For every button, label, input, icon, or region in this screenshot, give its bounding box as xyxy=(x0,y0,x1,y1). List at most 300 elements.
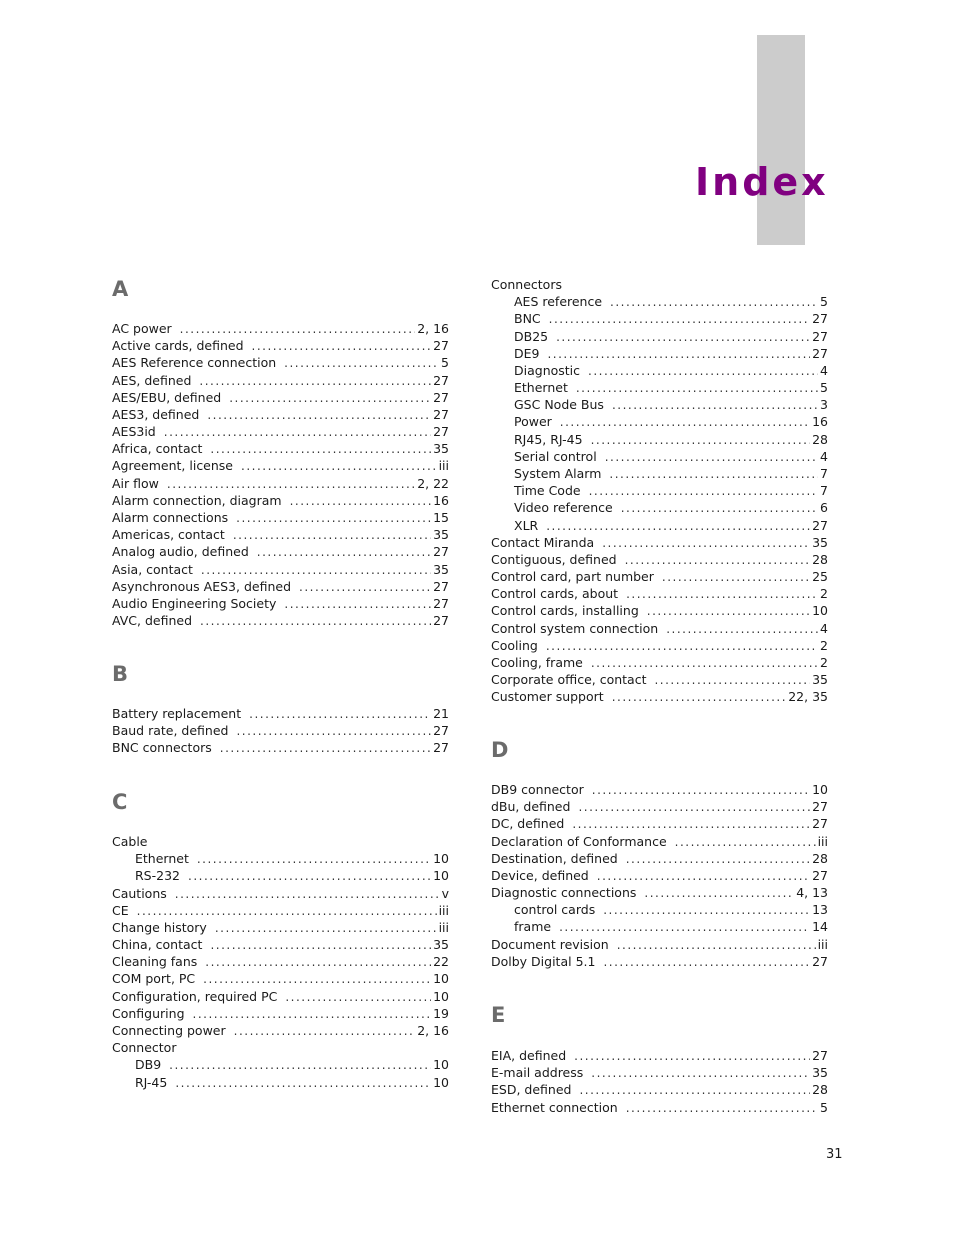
page-reference: 27 xyxy=(812,517,828,533)
index-term: GSC Node Bus xyxy=(514,397,604,413)
dot-leader xyxy=(201,562,431,579)
dot-leader xyxy=(662,569,810,586)
index-term: Americas, contact xyxy=(112,527,225,543)
page-reference: 27 xyxy=(812,1048,828,1063)
dot-leader xyxy=(220,740,431,757)
page-reference: 27 xyxy=(812,311,828,327)
index-entry xyxy=(112,739,449,756)
index-subentry xyxy=(514,918,828,935)
index-subentry xyxy=(514,431,828,448)
index-term: DB9 xyxy=(135,1057,162,1073)
index-entry xyxy=(112,354,449,371)
index-term: System Alarm xyxy=(514,465,602,481)
dot-leader xyxy=(612,689,787,706)
page-reference: 27 xyxy=(812,953,828,969)
index-entry xyxy=(112,457,449,474)
index-entry xyxy=(491,850,828,867)
index-term: Analog audio, defined xyxy=(112,544,249,560)
index-term: China, contact xyxy=(112,937,203,953)
page-number: 31 xyxy=(826,1147,843,1162)
page-reference: 2 xyxy=(820,586,828,602)
index-subentry xyxy=(514,413,828,430)
index-entry xyxy=(491,798,828,815)
index-entry xyxy=(112,578,449,595)
dot-leader xyxy=(175,886,440,903)
dot-leader xyxy=(203,971,431,988)
index-entry xyxy=(112,509,449,526)
page-title: Index xyxy=(695,160,829,204)
dot-leader xyxy=(572,816,810,833)
index-term: Contact Miranda xyxy=(491,534,595,550)
dot-leader xyxy=(546,638,818,655)
index-entry xyxy=(112,705,449,722)
dot-leader xyxy=(675,834,816,851)
dot-leader xyxy=(257,544,431,561)
page-reference: 14 xyxy=(812,919,828,935)
page-reference: 10 xyxy=(433,851,449,867)
index-entry xyxy=(491,585,828,602)
dot-leader xyxy=(588,363,818,380)
dot-leader xyxy=(207,407,431,424)
index-term: Video reference xyxy=(514,500,613,516)
page-reference: 2, 16 xyxy=(417,321,449,336)
page-reference: 10 xyxy=(433,1057,449,1073)
page-reference: 10 xyxy=(433,1074,449,1090)
dot-leader xyxy=(610,294,818,311)
index-term: Audio Engineering Society xyxy=(112,595,277,611)
page-reference: 7 xyxy=(820,483,828,499)
index-subentry xyxy=(514,396,828,413)
index-entry xyxy=(112,320,449,337)
index-term: Alarm connections xyxy=(112,509,229,525)
dot-leader xyxy=(602,535,810,552)
page-reference: 35 xyxy=(433,937,449,953)
page-reference: 27 xyxy=(433,613,449,629)
dot-leader xyxy=(180,321,416,338)
index-term: Contiguous, defined xyxy=(491,551,617,567)
page-reference: 2 xyxy=(820,654,828,670)
index-term: BNC xyxy=(514,311,541,327)
page-reference: 27 xyxy=(812,867,828,883)
dot-leader xyxy=(197,851,431,868)
page-reference: 5 xyxy=(820,294,828,310)
index-term: BNC connectors xyxy=(112,740,212,756)
index-entry xyxy=(112,988,449,1005)
page-reference: 35 xyxy=(433,561,449,577)
dot-leader xyxy=(666,621,818,638)
page-reference: v xyxy=(441,885,449,901)
index-entry xyxy=(112,936,449,953)
index-term: Diagnostic connections xyxy=(491,885,637,901)
index-entry xyxy=(112,919,449,936)
index-term: Dolby Digital 5.1 xyxy=(491,953,596,969)
page-reference: 27 xyxy=(433,406,449,422)
index-term: Ethernet xyxy=(135,851,189,867)
index-entry xyxy=(112,543,449,560)
index-entry xyxy=(112,612,449,629)
dot-leader xyxy=(591,655,818,672)
page-reference: 27 xyxy=(812,799,828,815)
index-entry xyxy=(491,953,828,970)
dot-leader xyxy=(617,937,816,954)
index-subentry xyxy=(514,362,828,379)
dot-leader xyxy=(205,954,431,971)
index-subentry xyxy=(514,901,828,918)
dot-leader xyxy=(229,390,431,407)
index-entry xyxy=(491,1081,828,1098)
dot-leader xyxy=(137,903,437,920)
index-term: DE9 xyxy=(514,345,540,361)
index-term: Power xyxy=(514,414,552,430)
index-entry xyxy=(491,654,828,671)
dot-leader xyxy=(215,920,437,937)
dot-leader xyxy=(236,510,431,527)
index-term: Control card, part number xyxy=(491,569,654,585)
index-term: Configuring xyxy=(112,1005,185,1021)
dot-leader xyxy=(644,885,794,902)
index-entry xyxy=(112,389,449,406)
page-reference: 2 xyxy=(820,637,828,653)
page-reference: 28 xyxy=(812,431,828,447)
dot-leader xyxy=(200,613,431,630)
index-entry xyxy=(491,534,828,551)
index-entry xyxy=(112,1039,449,1056)
index-entry xyxy=(491,637,828,654)
dot-leader xyxy=(626,1100,818,1117)
dot-leader xyxy=(647,603,810,620)
index-entry xyxy=(491,551,828,568)
index-term: control cards xyxy=(514,902,596,918)
index-term: Agreement, license xyxy=(112,458,234,474)
dot-leader xyxy=(210,441,431,458)
index-term: Connectors xyxy=(491,277,562,292)
index-entry xyxy=(491,1064,828,1081)
page-reference: 27 xyxy=(812,816,828,832)
dot-leader xyxy=(559,919,810,936)
page-reference: 4 xyxy=(820,362,828,378)
dot-leader xyxy=(625,552,810,569)
index-subentry xyxy=(514,448,828,465)
index-subentry xyxy=(135,867,449,884)
page-reference: 25 xyxy=(812,569,828,585)
index-term: Cooling, frame xyxy=(491,654,583,670)
index-term: RS-232 xyxy=(135,868,180,884)
dot-leader xyxy=(626,586,818,603)
page-reference: iii xyxy=(438,919,449,935)
index-subentry xyxy=(514,465,828,482)
page-reference: 16 xyxy=(812,414,828,430)
dot-leader xyxy=(603,954,810,971)
index-entry xyxy=(491,781,828,798)
dot-leader xyxy=(210,937,431,954)
page-reference: 22 xyxy=(433,954,449,970)
page-reference: 10 xyxy=(433,988,449,1004)
index-entry xyxy=(112,526,449,543)
dot-leader xyxy=(591,1065,810,1082)
index-entry xyxy=(491,867,828,884)
index-term: RJ-45 xyxy=(135,1074,168,1090)
index-term: ESD, defined xyxy=(491,1082,572,1098)
dot-leader xyxy=(252,338,432,355)
index-term: Ethernet connection xyxy=(491,1099,618,1115)
page-reference: 35 xyxy=(812,1065,828,1081)
index-term: Declaration of Conformance xyxy=(491,833,667,849)
section-letter: E xyxy=(491,1003,506,1027)
index-entry xyxy=(112,595,449,612)
index-entry xyxy=(112,423,449,440)
index-entry xyxy=(491,936,828,953)
dot-leader xyxy=(284,596,431,613)
dot-leader xyxy=(241,458,437,475)
index-term: AES3id xyxy=(112,424,156,440)
dot-leader xyxy=(188,868,431,885)
index-entry xyxy=(491,815,828,832)
page-reference: 3 xyxy=(820,397,828,413)
index-term: Cooling xyxy=(491,637,538,653)
index-term: XLR xyxy=(514,517,539,533)
page-reference: 4 xyxy=(820,620,828,636)
index-term: RJ45, RJ-45 xyxy=(514,431,583,447)
dot-leader xyxy=(654,672,810,689)
section-letter: D xyxy=(491,738,509,762)
dot-leader xyxy=(578,799,810,816)
index-term: Cable xyxy=(112,834,148,849)
dot-leader xyxy=(164,424,431,441)
index-entry xyxy=(491,1047,828,1064)
index-term: Asynchronous AES3, defined xyxy=(112,578,291,594)
page-reference: 27 xyxy=(812,328,828,344)
index-subentry xyxy=(135,850,449,867)
section-letter: A xyxy=(112,277,129,301)
index-entry xyxy=(491,884,828,901)
index-term: Device, defined xyxy=(491,867,589,883)
index-subentry xyxy=(514,482,828,499)
index-entry xyxy=(491,1099,828,1116)
page-reference: 28 xyxy=(812,1082,828,1098)
dot-leader xyxy=(547,346,810,363)
page-reference: 5 xyxy=(820,1099,828,1115)
dot-leader xyxy=(612,397,818,414)
index-term: Alarm connection, diagram xyxy=(112,492,282,508)
index-entry xyxy=(112,337,449,354)
dot-leader xyxy=(199,373,431,390)
dot-leader xyxy=(299,579,431,596)
page-reference: 35 xyxy=(812,672,828,688)
page-reference: 4, 13 xyxy=(796,885,828,901)
page-reference: 10 xyxy=(812,603,828,619)
dot-leader xyxy=(167,476,415,493)
index-term: Connecting power xyxy=(112,1022,226,1038)
index-entry xyxy=(491,568,828,585)
dot-leader xyxy=(549,311,810,328)
index-entry xyxy=(491,671,828,688)
index-term: DB25 xyxy=(514,328,549,344)
index-entry xyxy=(112,970,449,987)
index-term: E-mail address xyxy=(491,1065,584,1081)
index-term: Document revision xyxy=(491,936,609,952)
page-reference: 27 xyxy=(433,723,449,739)
index-entry xyxy=(112,1022,449,1039)
index-entry xyxy=(112,561,449,578)
dot-leader xyxy=(249,706,431,723)
dot-leader xyxy=(603,902,810,919)
dot-leader xyxy=(234,1023,416,1040)
dot-leader xyxy=(574,1048,810,1065)
dot-leader xyxy=(556,329,810,346)
page-reference: 2, 22 xyxy=(417,475,449,491)
index-term: Control cards, about xyxy=(491,586,619,602)
page-reference: 16 xyxy=(433,492,449,508)
index-entry xyxy=(112,722,449,739)
dot-leader xyxy=(233,527,431,544)
page-reference: 22, 35 xyxy=(788,689,828,705)
index-entry xyxy=(491,276,828,293)
index-term: Configuration, required PC xyxy=(112,988,278,1004)
page-reference: 28 xyxy=(812,850,828,866)
index-subentry xyxy=(514,293,828,310)
index-term: frame xyxy=(514,919,552,935)
dot-leader xyxy=(546,518,810,535)
page-reference: 27 xyxy=(433,544,449,560)
index-term: Control system connection xyxy=(491,620,659,636)
index-subentry xyxy=(514,499,828,516)
index-term: DC, defined xyxy=(491,816,565,832)
index-term: Change history xyxy=(112,919,207,935)
index-term: EIA, defined xyxy=(491,1048,567,1063)
page-reference: 21 xyxy=(433,706,449,721)
index-term: AVC, defined xyxy=(112,613,193,629)
index-entry xyxy=(491,688,828,705)
index-entry xyxy=(112,440,449,457)
index-entry xyxy=(112,1005,449,1022)
index-term: Africa, contact xyxy=(112,441,203,457)
page-reference: 27 xyxy=(433,424,449,440)
index-subentry xyxy=(514,328,828,345)
dot-leader xyxy=(576,380,818,397)
page-reference: 15 xyxy=(433,509,449,525)
dot-leader xyxy=(626,851,810,868)
index-entry xyxy=(112,492,449,509)
index-term: Destination, defined xyxy=(491,850,618,866)
dot-leader xyxy=(605,449,818,466)
page-reference: 5 xyxy=(441,355,449,371)
index-term: Active cards, defined xyxy=(112,338,244,354)
index-term: AC power xyxy=(112,321,172,336)
dot-leader xyxy=(169,1057,431,1074)
index-entry xyxy=(112,475,449,492)
dot-leader xyxy=(592,782,810,799)
index-term: Battery replacement xyxy=(112,706,242,721)
page-reference: 5 xyxy=(820,380,828,396)
page-reference: 10 xyxy=(433,971,449,987)
dot-leader xyxy=(609,466,818,483)
index-term: AES, defined xyxy=(112,372,192,388)
index-term: Cleaning fans xyxy=(112,954,198,970)
page-reference: iii xyxy=(817,833,828,849)
index-entry xyxy=(112,885,449,902)
page-reference: 27 xyxy=(433,372,449,388)
page-reference: 7 xyxy=(820,465,828,481)
index-entry xyxy=(491,620,828,637)
dot-leader xyxy=(236,723,431,740)
page-reference: 35 xyxy=(812,534,828,550)
index-term: AES Reference connection xyxy=(112,355,277,371)
page-reference: 27 xyxy=(433,389,449,405)
page-reference: 10 xyxy=(812,782,828,797)
index-term: Ethernet xyxy=(514,380,568,396)
dot-leader xyxy=(621,500,818,517)
page-reference: iii xyxy=(438,902,449,918)
page-reference: 13 xyxy=(812,902,828,918)
section-letter: C xyxy=(112,790,128,814)
index-term: Control cards, installing xyxy=(491,603,639,619)
index-term: Baud rate, defined xyxy=(112,723,229,739)
dot-leader xyxy=(560,414,810,431)
dot-leader xyxy=(591,432,811,449)
page-reference: 27 xyxy=(433,338,449,354)
page-reference: 19 xyxy=(433,1005,449,1021)
dot-leader xyxy=(193,1006,432,1023)
page-reference: 35 xyxy=(433,527,449,543)
index-term: Serial control xyxy=(514,448,597,464)
page-reference: 27 xyxy=(433,595,449,611)
index-subentry xyxy=(514,310,828,327)
index-term: Time Code xyxy=(514,483,581,499)
section-letter: B xyxy=(112,662,129,686)
index-term: dBu, defined xyxy=(491,799,571,815)
dot-leader xyxy=(175,1075,431,1092)
dot-leader xyxy=(579,1082,810,1099)
index-entry xyxy=(112,953,449,970)
dot-leader xyxy=(290,493,432,510)
index-term: CE xyxy=(112,902,129,918)
dot-leader xyxy=(589,483,818,500)
index-term: Corporate office, contact xyxy=(491,672,647,688)
index-term: Air flow xyxy=(112,475,159,491)
index-term: Cautions xyxy=(112,885,167,901)
index-subentry xyxy=(135,1074,449,1091)
page-reference: 6 xyxy=(820,500,828,516)
index-entry xyxy=(112,372,449,389)
chapter-tab-bar xyxy=(757,35,805,245)
index-entry xyxy=(112,406,449,423)
dot-leader xyxy=(284,355,439,372)
index-entry xyxy=(112,902,449,919)
page-reference: 27 xyxy=(433,578,449,594)
index-entry xyxy=(491,833,828,850)
index-term: AES/EBU, defined xyxy=(112,389,222,405)
index-term: Asia, contact xyxy=(112,561,193,577)
dot-leader xyxy=(285,989,431,1006)
index-term: AES reference xyxy=(514,294,603,310)
index-subentry xyxy=(514,379,828,396)
page-reference: iii xyxy=(817,936,828,952)
page-reference: 27 xyxy=(812,345,828,361)
index-term: AES3, defined xyxy=(112,406,200,422)
index-subentry xyxy=(514,517,828,534)
index-term: DB9 connector xyxy=(491,782,584,797)
index-subentry xyxy=(514,345,828,362)
index-subentry xyxy=(135,1056,449,1073)
index-entry xyxy=(491,602,828,619)
page-reference: iii xyxy=(438,458,449,474)
page-reference: 2, 16 xyxy=(417,1022,449,1038)
index-entry xyxy=(112,833,449,850)
page-reference: 4 xyxy=(820,448,828,464)
index-term: Customer support xyxy=(491,689,604,705)
dot-leader xyxy=(597,868,810,885)
page-reference: 28 xyxy=(812,551,828,567)
